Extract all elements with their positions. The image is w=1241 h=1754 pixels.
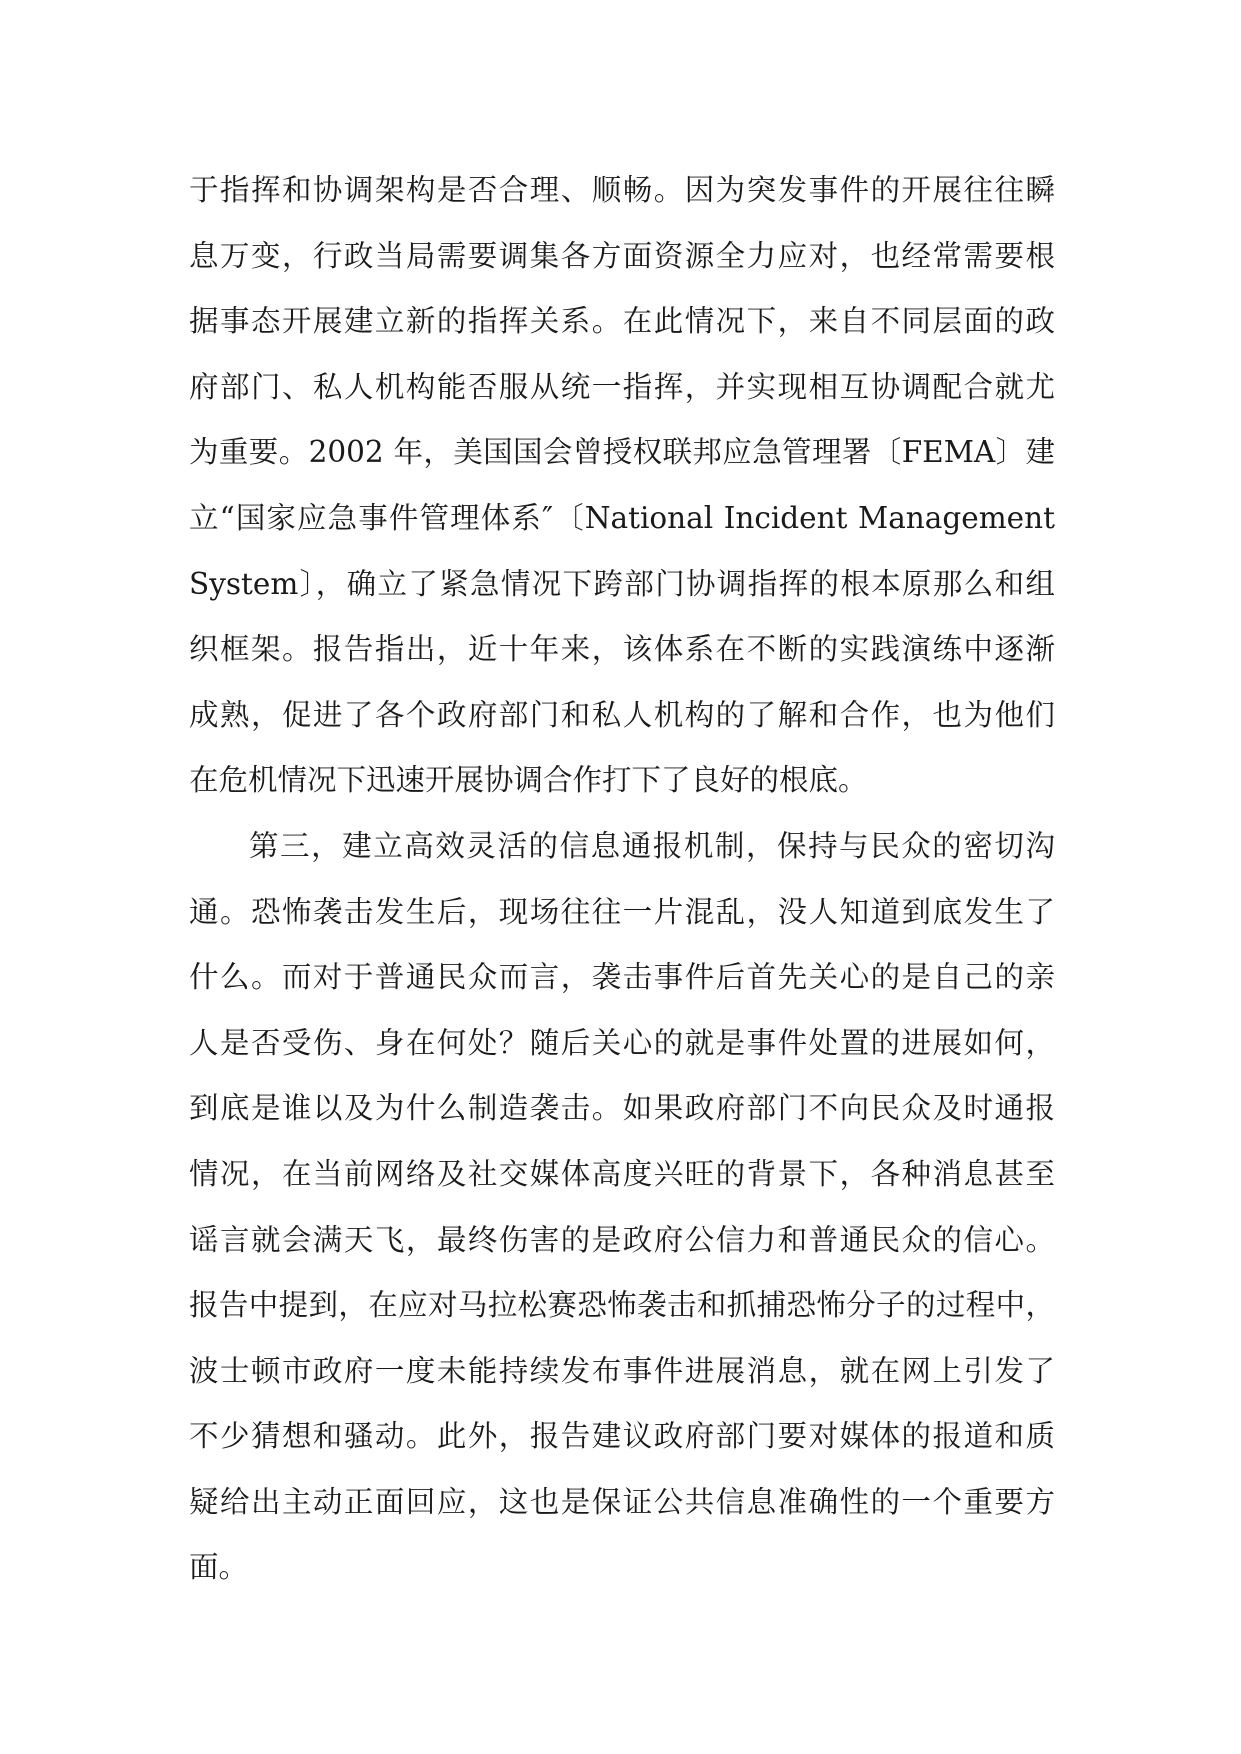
text-line: 据事态开展建立新的指挥关系。在此情况下，来自不同层面的政 [189, 304, 1055, 339]
text-line: 波士顿市政府一度未能持续发布事件进展消息，就在网上引发了 [189, 1353, 1055, 1388]
text-line: 面。 [189, 1550, 249, 1585]
text-line: System〕，确立了紧急情况下跨部门协调指挥的根本原那么和组 [189, 566, 1055, 601]
text-line: 在危机情况下迅速开展协调合作打下了良好的根底。 [189, 763, 868, 798]
text-line: 织框架。报告指出，近十年来，该体系在不断的实践演练中逐渐 [189, 632, 1055, 667]
text-line: 什么。而对于普通民众而言，袭击事件后首先关心的是自己的亲 [189, 960, 1055, 995]
text-line: 府部门、私人机构能否服从统一指挥，并实现相互协调配合就尤 [189, 369, 1055, 404]
text-line: 为重要。2002 年，美国国会曾授权联邦应急管理署〔FEMA〕建 [189, 435, 1055, 470]
text-line: 息万变，行政当局需要调集各方面资源全力应对，也经常需要根 [189, 238, 1055, 273]
text-line: 人是否受伤、身在何处？随后关心的就是事件处置的进展如何， [189, 1025, 1055, 1060]
text-line: 情况，在当前网络及社交媒体高度兴旺的背景下，各种消息甚至 [189, 1156, 1055, 1191]
text-line: 立“国家应急事件管理体系″〔National Incident Management [189, 500, 1055, 535]
text-line: 谣言就会满天飞，最终伤害的是政府公信力和普通民众的信心。 [189, 1222, 1055, 1257]
body-text [189, 158, 1055, 1601]
text-line: 于指挥和协调架构是否合理、顺畅。因为突发事件的开展往往瞬 [189, 173, 1055, 207]
text-line: 第三，建立高效灵活的信息通报机制，保持与民众的密切沟 [249, 828, 1055, 863]
text-line: 到底是谁以及为什么制造袭击。如果政府部门不向民众及时通报 [189, 1091, 1055, 1126]
text-line: 报告中提到，在应对马拉松赛恐怖袭击和抓捕恐怖分子的过程中， [189, 1288, 1055, 1323]
text-line: 疑给出主动正面回应，这也是保证公共信息准确性的一个重要方 [189, 1484, 1055, 1519]
text-line: 不少猜想和骚动。此外，报告建议政府部门要对媒体的报道和质 [189, 1419, 1055, 1454]
text-line: 成熟，促进了各个政府部门和私人机构的了解和合作，也为他们 [189, 697, 1055, 732]
text-line: 通。恐怖袭击发生后，现场往往一片混乱，没人知道到底发生了 [189, 894, 1055, 929]
